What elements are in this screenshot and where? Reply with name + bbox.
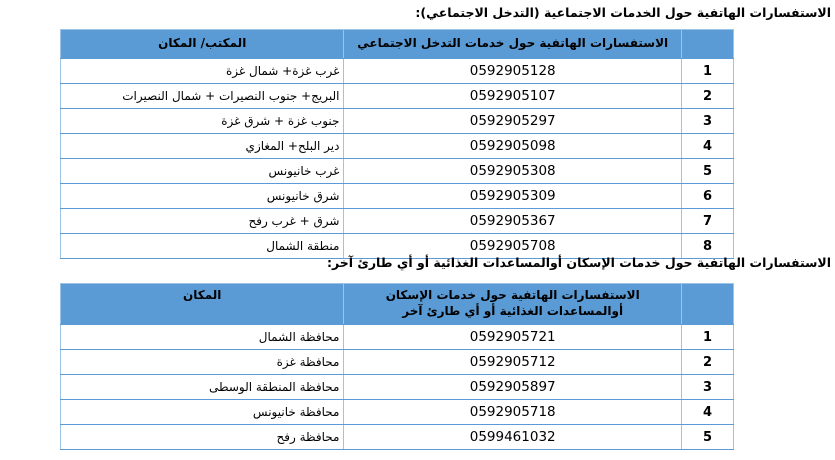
header-location-cell: المكان (61, 284, 344, 325)
location-cell: دير البلح+ المغازي (61, 134, 344, 159)
table-header-row (61, 284, 734, 325)
table-row (61, 184, 734, 209)
table-row (61, 375, 734, 400)
phone-number-cell: 0592905897 (344, 375, 682, 400)
location-cell: شرق + غرب رفح (61, 209, 344, 234)
row-number-cell: 8 (681, 234, 733, 259)
table-row (61, 134, 734, 159)
table-row (61, 400, 734, 425)
table-body (61, 325, 734, 450)
table-body (61, 59, 734, 259)
phone-number-cell: 0592905309 (344, 184, 682, 209)
social-intervention-phone-table (60, 29, 734, 259)
section1-title: الاستفسارات الهاتفية حول الخدمات الاجتماعية (التدخل الاجتماعي): (415, 5, 831, 20)
row-number-cell: 5 (681, 425, 733, 450)
row-number-cell: 2 (681, 350, 733, 375)
row-number-cell: 5 (681, 159, 733, 184)
location-cell: البريج+ جنوب النصيرات + شمال النصيرات (61, 84, 344, 109)
location-cell: محافظة خانيونس (61, 400, 344, 425)
row-number-cell: 4 (681, 134, 733, 159)
location-cell: محافظة المنطقة الوسطى (61, 375, 344, 400)
table-row (61, 425, 734, 450)
location-cell: منطقة الشمال (61, 234, 344, 259)
row-number-cell: 7 (681, 209, 733, 234)
header-index-cell (681, 30, 733, 59)
row-number-cell: 1 (681, 325, 733, 350)
phone-number-cell: 0592905367 (344, 209, 682, 234)
table-header (61, 30, 734, 59)
phone-number-cell: 0599461032 (344, 425, 682, 450)
header-location-cell: المكتب/ المكان (61, 30, 344, 59)
location-cell: شرق خانيونس (61, 184, 344, 209)
phone-number-cell: 0592905721 (344, 325, 682, 350)
phone-number-cell: 0592905098 (344, 134, 682, 159)
phone-number-cell: 0592905712 (344, 350, 682, 375)
row-number-cell: 3 (681, 375, 733, 400)
row-number-cell: 1 (681, 59, 733, 84)
header-index-cell (681, 284, 733, 325)
phone-number-cell: 0592905128 (344, 59, 682, 84)
housing-food-aid-phone-table (60, 283, 734, 450)
row-number-cell: 2 (681, 84, 733, 109)
row-number-cell: 4 (681, 400, 733, 425)
table-row (61, 350, 734, 375)
location-cell: غرب خانيونس (61, 159, 344, 184)
header-phone-cell: الاستفسارات الهاتفية حول خدمات التدخل الاجتماعي (344, 30, 682, 59)
location-cell: غرب غزة+ شمال غزة (61, 59, 344, 84)
phone-number-cell: 0592905308 (344, 159, 682, 184)
phone-number-cell: 0592905297 (344, 109, 682, 134)
table-row (61, 109, 734, 134)
table-row (61, 59, 734, 84)
location-cell: جنوب غزة + شرق غزة (61, 109, 344, 134)
table-row (61, 325, 734, 350)
location-cell: محافظة غزة (61, 350, 344, 375)
location-cell: محافظة رفح (61, 425, 344, 450)
row-number-cell: 6 (681, 184, 733, 209)
table-header-row (61, 30, 734, 59)
header-phone-cell: الاستفسارات الهاتفية حول خدمات الإسكان أوالمساعدات الغذائية أو أي طارئ آخر (344, 284, 682, 325)
table-row (61, 159, 734, 184)
table-header (61, 284, 734, 325)
phone-number-cell: 0592905718 (344, 400, 682, 425)
row-number-cell: 3 (681, 109, 733, 134)
phone-number-cell: 0592905107 (344, 84, 682, 109)
phone-number-cell: 0592905708 (344, 234, 682, 259)
section2-title: الاستفسارات الهاتفية حول خدمات الإسكان أوالمساعدات الغذائية أو أي طارئ آخر: (326, 255, 831, 270)
table-row (61, 209, 734, 234)
table-row (61, 84, 734, 109)
location-cell: محافظة الشمال (61, 325, 344, 350)
